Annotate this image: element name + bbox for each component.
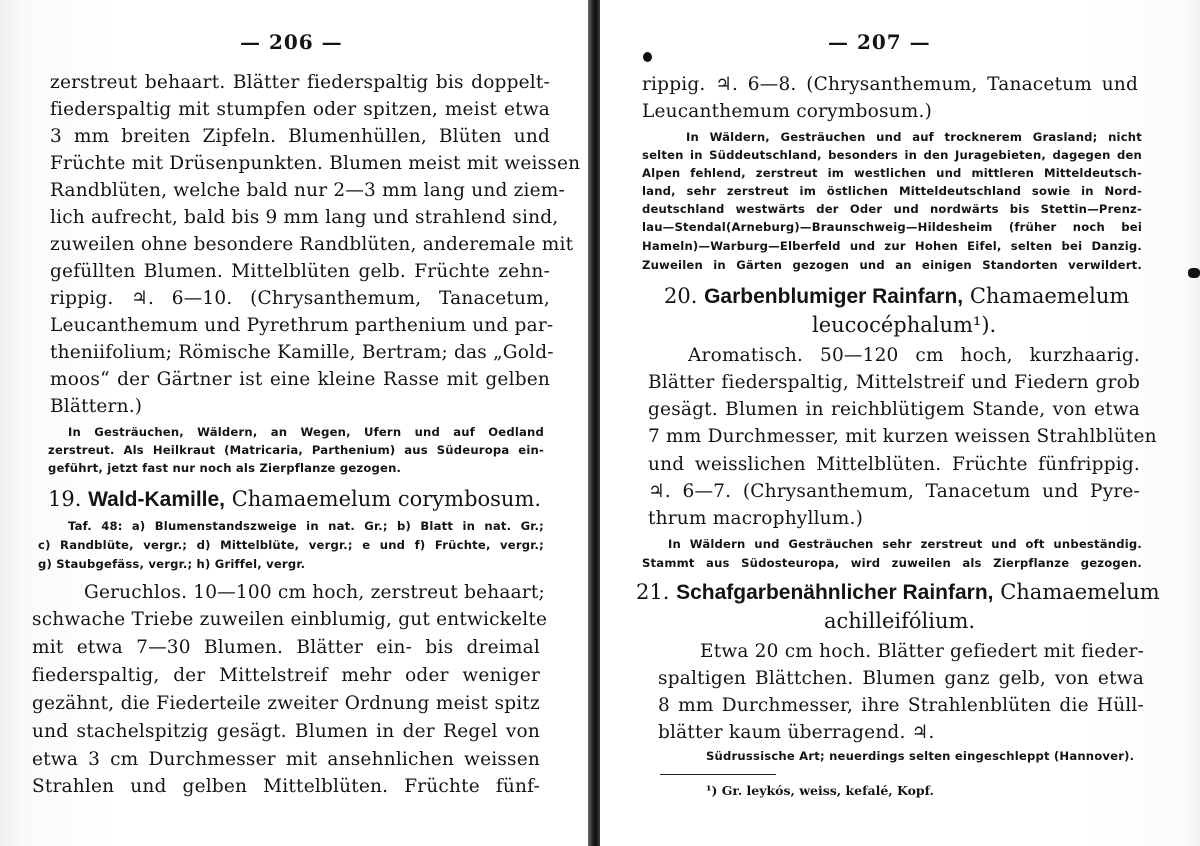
- species-latin-name-cont: leucocéphalum¹).: [812, 313, 997, 337]
- habitat-note-line: Alpen fehlend, zerstreut im westlichen und mittleren Mitteldeutsch-: [642, 166, 1142, 180]
- text-line: spaltigen Blättchen. Blumen ganz gelb, von etwa: [658, 668, 1144, 689]
- habitat-note-line: selten in Süddeutschland, besonders in den Juragebieten, dagegen den: [642, 148, 1142, 162]
- species-common-name: Wald-Kamille,: [88, 488, 226, 511]
- text-line: 8 mm Durchmesser, ihre Strahlenblüten die Hüll-: [658, 695, 1144, 716]
- text-line: rippig. ♃. 6—10. (Chrysanthemum, Tanacetum,: [50, 288, 550, 309]
- text-line: und stachelspitzig gesägt. Blumen in der Regel von: [32, 721, 540, 742]
- species-heading-19: [48, 487, 541, 512]
- plate-caption-line: Taf. 48: a) Blumenstandszweige in nat. Gr.; b) Blatt in nat. Gr.;: [68, 519, 544, 533]
- species-latin-name-cont: achilleifólium.: [824, 609, 976, 633]
- text-line: Geruchlos. 10—100 cm hoch, zerstreut behaart;: [84, 582, 545, 603]
- print-speck: [1188, 268, 1200, 278]
- habitat-note-line: In Wäldern und Gesträuchen sehr zerstreut und oft unbeständig.: [668, 537, 1142, 551]
- habitat-note-line: In Wäldern, Gesträuchen und auf trocknerem Grasland; nicht: [686, 130, 1142, 144]
- habitat-note-line: land, sehr zerstreut im östlichen Mitteldeutschland sowie in Nord-: [642, 184, 1142, 198]
- species-common-name: Garbenblumiger Rainfarn,: [704, 285, 964, 308]
- text-line: Randblüten, welche bald nur 2—3 mm lang und ziem-: [50, 180, 565, 201]
- text-line: mit etwa 7—30 Blumen. Blätter ein- bis dreimal: [32, 637, 540, 658]
- print-speck: [643, 52, 652, 62]
- habitat-note-line: Südrussische Art; neuerdings selten eingeschleppt (Hannover).: [706, 749, 1135, 763]
- text-line: Aromatisch. 50—120 cm hoch, kurzhaarig.: [688, 345, 1140, 366]
- left-page-206: [0, 0, 594, 846]
- species-number: 21.: [636, 580, 670, 604]
- plate-caption-line: c) Randblüte, vergr.; d) Mittelblüte, vergr.; e und f) Früchte, vergr.;: [38, 538, 544, 552]
- text-line: gefüllten Blumen. Mittelblüten gelb. Früchte zehn-: [50, 261, 550, 282]
- species-number: 19.: [48, 487, 82, 511]
- text-line: gezähnt, die Fiederteile zweiter Ordnung meist spitz: [32, 693, 540, 714]
- text-line: fiederspaltig mit stumpfen oder spitzen, meist etwa: [50, 99, 550, 120]
- species-latin-name: Chamaemelum: [969, 284, 1130, 308]
- habitat-note-line: Stammt aus Südosteuropa, wird zuweilen als Zierpflanze gezogen.: [642, 556, 1142, 570]
- text-line: Etwa 20 cm hoch. Blätter gefiedert mit fieder-: [700, 641, 1145, 662]
- text-line: theniifolium; Römische Kamille, Bertram; das „Gold-: [50, 342, 554, 363]
- text-line: lich aufrecht, bald bis 9 mm lang und strahlend sind,: [50, 207, 559, 228]
- species-heading-21: [636, 580, 1160, 605]
- habitat-note-line: In Gesträuchen, Wäldern, an Wegen, Ufern und auf Oedland: [68, 425, 544, 439]
- footnote: ¹) Gr. leykós, weiss, kefalé, Kopf.: [706, 783, 934, 798]
- text-line: thrum macrophyllum.): [648, 508, 864, 529]
- text-line: rippig. ♃. 6—8. (Chrysanthemum, Tanacetum und: [642, 74, 1138, 95]
- species-number: 20.: [664, 284, 698, 308]
- text-line: Leucanthemum und Pyrethrum parthenium und par-: [50, 315, 554, 336]
- species-latin-name: Chamaemelum corymbosum.: [231, 487, 542, 511]
- habitat-note-line: zerstreut. Als Heilkraut (Matricaria, Parthenium) aus Südeuropa ein-: [48, 443, 544, 457]
- habitat-note-line: lau—Stendal(Arneburg)—Braunschweig—Hildesheim (früher noch bei: [642, 220, 1142, 234]
- text-line: 3 mm breiten Zipfeln. Blumenhüllen, Blüten und: [50, 126, 550, 147]
- text-line: und weisslichen Mittelblüten. Früchte fünfrippig.: [648, 454, 1140, 475]
- page-number-206: — 206 —: [240, 30, 343, 54]
- text-line: gesägt. Blumen in reichblütigem Stande, von etwa: [648, 399, 1140, 420]
- text-line: blätter kaum überragend. ♃.: [658, 722, 935, 743]
- text-line: Blätter fiederspaltig, Mittelstreif und Fiedern grob: [648, 372, 1140, 393]
- text-line: Blättern.): [50, 396, 143, 417]
- text-line: fiederspaltig, der Mittelstreif mehr oder weniger: [32, 665, 540, 686]
- text-line: schwache Triebe zuweilen einblumig, gut entwickelte: [32, 609, 548, 630]
- habitat-note-line: geführt, jetzt fast nur noch als Zierpflanze gezogen.: [48, 461, 402, 475]
- text-line: Früchte mit Drüsenpunkten. Blumen meist mit weissen: [50, 153, 581, 174]
- plate-caption-line: g) Staubgefäss, vergr.; h) Griffel, vergr.: [38, 557, 306, 571]
- text-line: ♃. 6—7. (Chrysanthemum, Tanacetum und Pyre-: [648, 481, 1140, 502]
- text-line: moos“ der Gärtner ist eine kleine Rasse mit gelben: [50, 369, 550, 390]
- species-heading-20: [664, 284, 1129, 309]
- habitat-note-line: Zuweilen in Gärten gezogen und an einigen Standorten verwildert.: [642, 258, 1142, 272]
- text-line: zerstreut behaart. Blätter fiederspaltig bis doppelt-: [50, 72, 550, 93]
- footnote-rule: [660, 774, 776, 775]
- page-number-207: — 207 —: [828, 30, 931, 54]
- species-latin-name: Chamaemelum: [1000, 580, 1160, 604]
- right-page-207: [600, 0, 1200, 846]
- text-line: Leucanthemum corymbosum.): [642, 101, 932, 122]
- habitat-note-line: Hameln)—Warburg—Elberfeld und zur Hohen Eifel, selten bei Danzig.: [642, 239, 1142, 253]
- habitat-note-line: deutschland westwärts der Oder und nordwärts bis Stettin—Prenz-: [642, 202, 1142, 216]
- text-line: zuweilen ohne besondere Randblüten, anderemale mit: [50, 234, 574, 255]
- species-common-name: Schafgarbenähnlicher Rainfarn,: [676, 581, 994, 604]
- text-line: etwa 3 cm Durchmesser mit ansehnlichen weissen: [32, 749, 540, 770]
- text-line: Strahlen und gelben Mittelblüten. Früchte fünf-: [32, 776, 540, 797]
- text-line: 7 mm Durchmesser, mit kurzen weissen Strahlblüten: [648, 426, 1157, 447]
